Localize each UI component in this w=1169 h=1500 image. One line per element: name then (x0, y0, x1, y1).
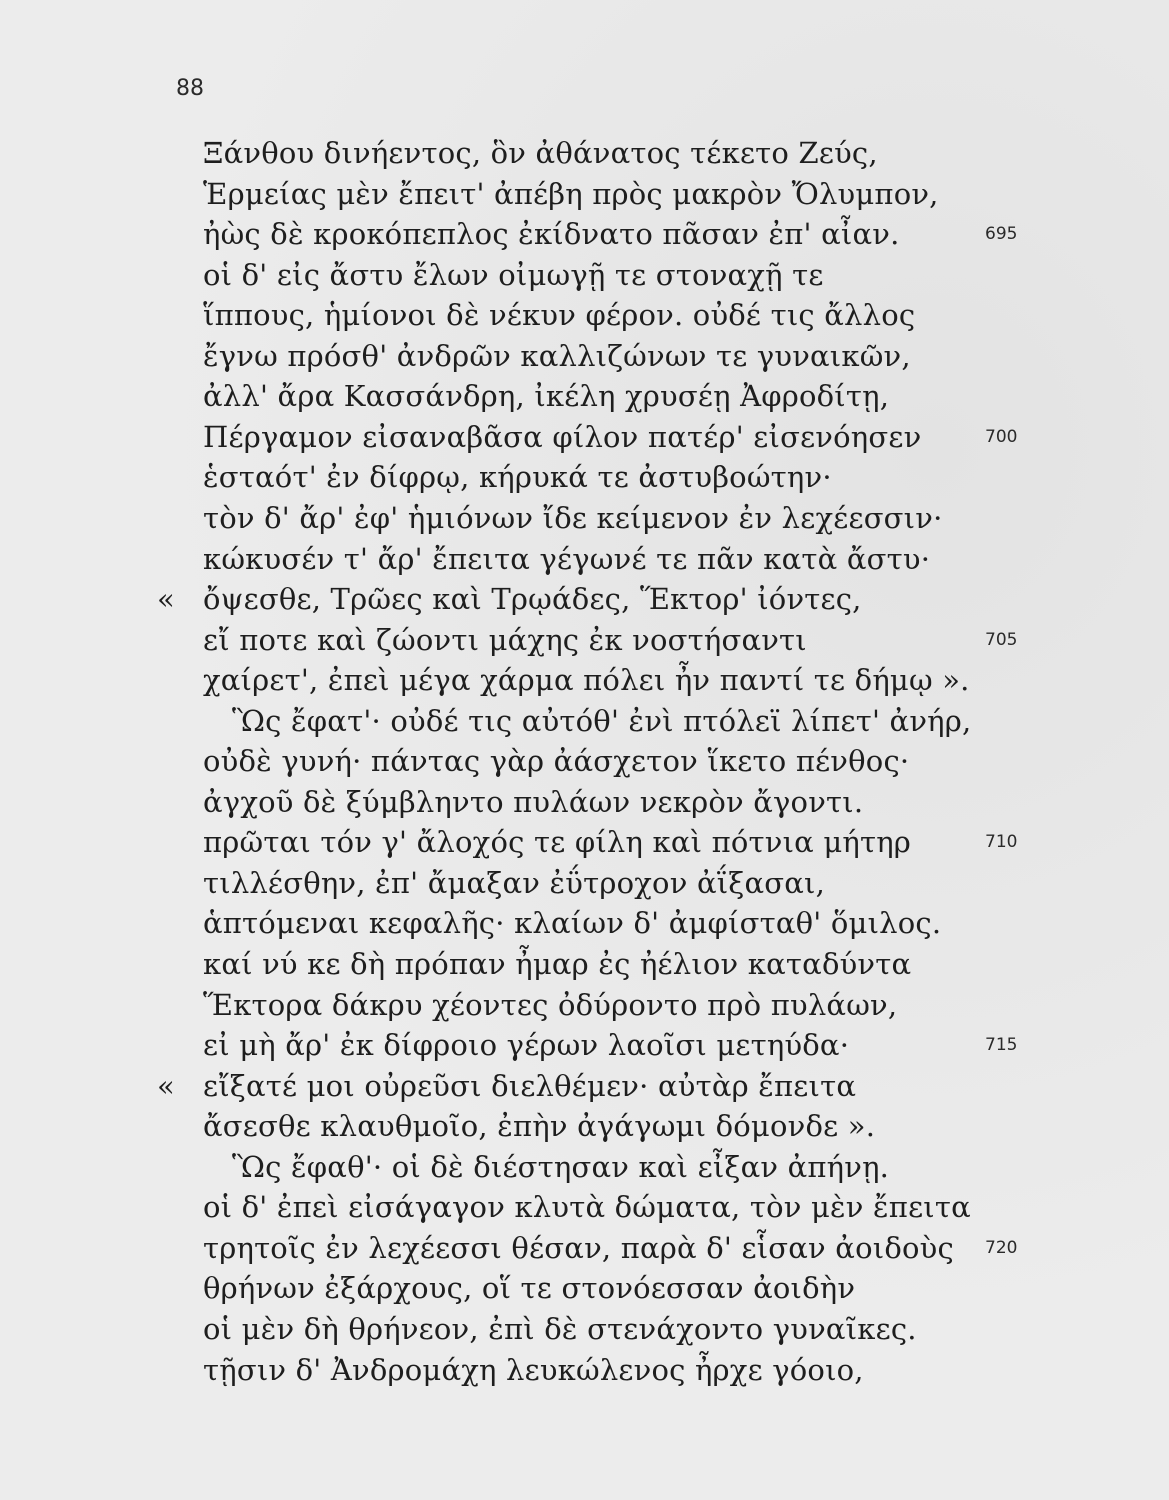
verse-line: τιλλέσθην, ἐπ' ἄμαξαν ἐΰτροχον ἀΐξασαι, (203, 866, 826, 900)
verse-line: εἴξατέ μοι οὐρεῦσι διελθέμεν· αὐτὰρ ἔπειτα (203, 1069, 857, 1103)
line-number: 720 (985, 1238, 1018, 1258)
verse-line: Ἕκτορα δάκρυ χέοντες ὀδύροντο πρὸ πυλάων, (203, 988, 898, 1022)
verse-line: ἀλλ' ἄρα Κασσάνδρη, ἰκέλη χρυσέῃ Ἀφροδίτῃ, (203, 379, 890, 413)
verse-line: ἔγνω πρόσθ' ἀνδρῶν καλλιζώνων τε γυναικῶν, (203, 339, 911, 373)
verse-line: Ἑρμείας μὲν ἔπειτ' ἀπέβη πρὸς μακρὸν Ὄλυμπον, (203, 177, 939, 211)
verse-line: τῇσιν δ' Ἀνδρομάχη λευκώλενος ἦρχε γόοιο, (203, 1353, 864, 1387)
line-number: 715 (985, 1035, 1018, 1055)
verse-line: τρητοῖς ἐν λεχέεσσι θέσαν, παρὰ δ' εἷσαν ἀοιδοὺς (203, 1231, 954, 1265)
quote-mark: « (157, 582, 175, 616)
verse-line: ἄσεσθε κλαυθμοῖο, ἐπὴν ἀγάγωμι δόμονδε ». (203, 1109, 876, 1143)
verse-line: εἰ μὴ ἄρ' ἐκ δίφροιο γέρων λαοῖσι μετηύδα· (203, 1028, 850, 1062)
verse-line: Ὣς ἔφαθ'· οἱ δὲ διέστησαν καὶ εἶξαν ἀπήνῃ. (232, 1150, 890, 1184)
verse-line: ἀγχοῦ δὲ ξύμβληντο πυλάων νεκρὸν ἄγοντι. (203, 785, 864, 819)
verse-line: Ξάνθου δινήεντος, ὃν ἀθάνατος τέκετο Ζεύς, (203, 136, 878, 170)
verse-line: οἱ μὲν δὴ θρήνεον, ἐπὶ δὲ στενάχοντο γυναῖκες. (203, 1312, 917, 1346)
verse-line: κώκυσέν τ' ἄρ' ἔπειτα γέγωνέ τε πᾶν κατὰ ἄστυ· (203, 542, 931, 576)
verse-line: ἑσταότ' ἐν δίφρῳ, κήρυκά τε ἀστυβοώτην· (203, 460, 832, 494)
line-number: 710 (985, 832, 1018, 852)
verse-line: ἵππους, ἡμίονοι δὲ νέκυν φέρον. οὐδέ τις ἄλλος (203, 298, 916, 332)
line-number: 705 (985, 630, 1018, 650)
verse-line: Πέργαμον εἰσαναβᾶσα φίλον πατέρ' εἰσενόησεν (203, 420, 922, 454)
page-number: 88 (176, 76, 204, 101)
verse-line: θρήνων ἐξάρχους, οἵ τε στονόεσσαν ἀοιδὴν (203, 1271, 856, 1305)
verse-line: οἱ δ' ἐπεὶ εἰσάγαγον κλυτὰ δώματα, τὸν μὲν ἔπειτα (203, 1190, 971, 1224)
verse-line: ἁπτόμεναι κεφαλῆς· κλαίων δ' ἀμφίσταθ' ὅμιλος. (203, 906, 942, 940)
line-number: 695 (985, 224, 1018, 244)
verse-line: ὄψεσθε, Τρῶες καὶ Τρῳάδες, Ἕκτορ' ἰόντες, (203, 582, 862, 616)
verse-line: ἠὼς δὲ κροκόπεπλος ἐκίδνατο πᾶσαν ἐπ' αἶαν. (203, 217, 900, 251)
verse-line: καί νύ κε δὴ πρόπαν ἦμαρ ἐς ἠέλιον καταδύντα (203, 947, 912, 981)
verse-line: Ὣς ἔφατ'· οὐδέ τις αὐτόθ' ἐνὶ πτόλεϊ λίπετ' ἀνήρ, (232, 704, 972, 738)
verse-line: οἱ δ' εἰς ἄστυ ἔλων οἰμωγῇ τε στοναχῇ τε (203, 258, 824, 292)
verse-line: οὐδὲ γυνή· πάντας γὰρ ἀάσχετον ἵκετο πένθος· (203, 744, 910, 778)
line-number: 700 (985, 427, 1018, 447)
verse-line: τὸν δ' ἄρ' ἐφ' ἡμιόνων ἴδε κείμενον ἐν λεχέεσσιν· (203, 501, 943, 535)
quote-mark: « (157, 1069, 175, 1103)
verse-line: πρῶται τόν γ' ἄλοχός τε φίλη καὶ πότνια μήτηρ (203, 825, 912, 859)
verse-line: χαίρετ', ἐπεὶ μέγα χάρμα πόλει ἦν παντί τε δήμῳ ». (203, 663, 970, 697)
verse-line: εἴ ποτε καὶ ζώοντι μάχης ἐκ νοστήσαντι (203, 623, 807, 657)
